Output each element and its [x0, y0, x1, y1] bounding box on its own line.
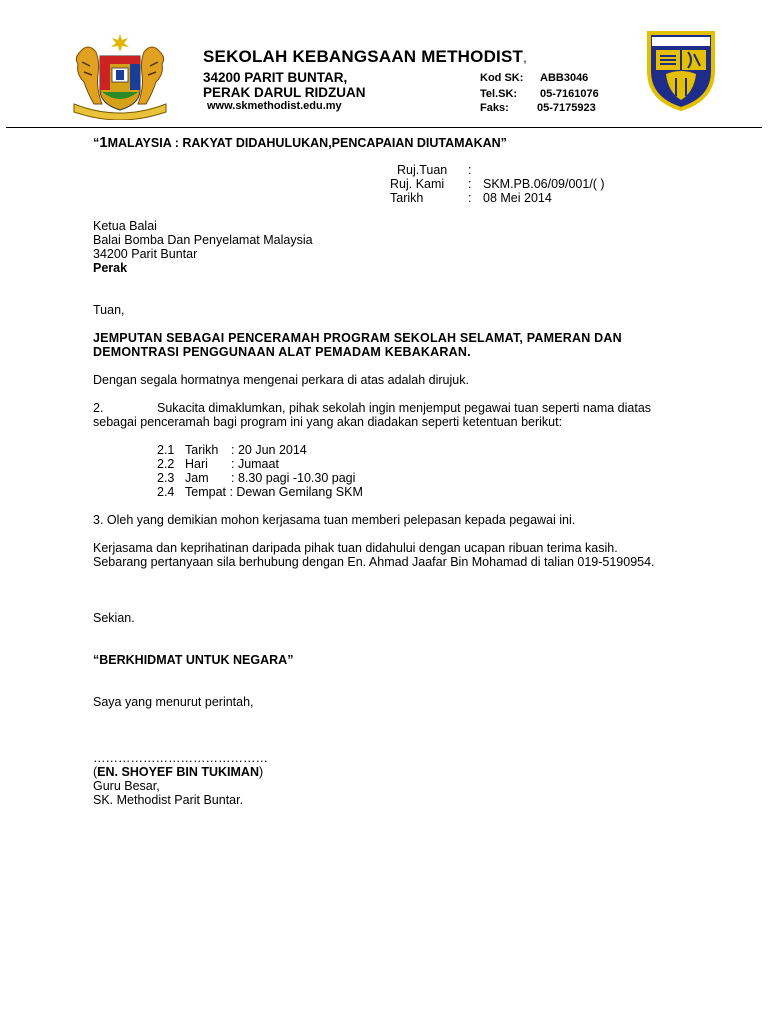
- tel-sk-value: 05-7161076: [540, 88, 599, 100]
- ref-kami-value: SKM.PB.06/09/001/( ): [483, 177, 605, 191]
- detail-value: : 20 Jun 2014: [231, 443, 307, 457]
- paragraph-2-line-2: sebagai penceramah bagi program ini yang akan diadakan seperti ketentuan berikut:: [93, 415, 563, 429]
- paragraph-1: Dengan segala hormatnya mengenai perkara di atas adalah dirujuk.: [93, 373, 469, 387]
- closing: Sekian.: [93, 611, 135, 625]
- address-line-2: PERAK DARUL RIDZUAN: [203, 85, 366, 100]
- recipient-line-1: Ketua Balai: [93, 219, 157, 233]
- subject-line-2: DEMONTRASI PENGGUNAAN ALAT PEMADAM KEBAKARAN.: [93, 345, 471, 359]
- school-crest-icon: [646, 30, 716, 112]
- detail-key: Jam: [185, 471, 209, 485]
- tel-sk-label: Tel.SK:: [480, 88, 518, 100]
- address-line-1: 34200 PARIT BUNTAR,: [203, 70, 348, 85]
- detail-key: Tempat : Dewan Gemilang SKM: [185, 485, 363, 499]
- kod-sk-value: ABB3046: [540, 72, 589, 84]
- kod-sk-label: Kod SK:: [480, 72, 524, 84]
- detail-num: 2.4: [157, 485, 175, 499]
- malaysia-coat-of-arms-icon: [62, 32, 178, 120]
- signature-line: ……………………………………: [93, 751, 268, 765]
- recipient-line-3: 34200 Parit Buntar: [93, 247, 198, 261]
- school-name: SEKOLAH KEBANGSAAN METHODIST,: [203, 47, 527, 66]
- paragraph-2-number: 2.: [93, 401, 104, 415]
- detail-num: 2.3: [157, 471, 175, 485]
- detail-num: 2.2: [157, 457, 175, 471]
- salutation: Tuan,: [93, 303, 125, 317]
- ref-kami-label: Ruj. Kami: [390, 177, 445, 191]
- paragraph-4-line-1: Kerjasama dan keprihatinan daripada pihak tuan didahului dengan ucapan ribuan terima kasih.: [93, 541, 618, 555]
- faks-label: Faks:: [480, 102, 509, 114]
- sign-off: Saya yang menurut perintah,: [93, 695, 254, 709]
- ref-kami-colon: :: [468, 177, 472, 191]
- school-website: www.skmethodist.edu.my: [207, 100, 342, 112]
- paragraph-3: 3. Oleh yang demikian mohon kerjasama tuan memberi pelepasan kepada pegawai ini.: [93, 513, 576, 527]
- subject-line-1: JEMPUTAN SEBAGAI PENCERAMAH PROGRAM SEKOLAH SELAMAT, PAMERAN DAN: [93, 331, 622, 345]
- detail-value: : 8.30 pagi -10.30 pagi: [231, 471, 356, 485]
- recipient-line-2: Balai Bomba Dan Penyelamat Malaysia: [93, 233, 313, 247]
- detail-key: Tarikh: [185, 443, 219, 457]
- ref-tarikh-colon: :: [468, 191, 472, 205]
- ref-tarikh-label: Tarikh: [390, 191, 424, 205]
- detail-value: : Jumaat: [231, 457, 279, 471]
- faks-value: 05-7175923: [537, 102, 596, 114]
- detail-key: Hari: [185, 457, 208, 471]
- signatory-title: Guru Besar,: [93, 779, 160, 793]
- header-divider: [6, 127, 762, 128]
- ref-tarikh-value: 08 Mei 2014: [483, 191, 552, 205]
- paragraph-2-line-1: Sukacita dimaklumkan, pihak sekolah ingin menjemput pegawai tuan seperti nama diatas: [157, 401, 652, 415]
- ref-tuan-label: Ruj.Tuan: [397, 163, 448, 177]
- detail-num: 2.1: [157, 443, 175, 457]
- recipient-line-4: Perak: [93, 261, 128, 275]
- ref-tuan-colon: :: [468, 163, 472, 177]
- signatory-organization: SK. Methodist Parit Buntar.: [93, 793, 244, 807]
- signatory-name: (EN. SHOYEF BIN TUKIMAN): [93, 765, 264, 779]
- slogan: “BERKHIDMAT UNTUK NEGARA”: [93, 653, 294, 667]
- motto-line: “1MALAYSIA : RAKYAT DIDAHULUKAN,PENCAPAIAN DIUTAMAKAN”: [93, 134, 507, 151]
- paragraph-4-line-2: Sebarang pertanyaan sila berhubung dengan En. Ahmad Jaafar Bin Mohamad di talian 019-5190954.: [93, 555, 655, 569]
